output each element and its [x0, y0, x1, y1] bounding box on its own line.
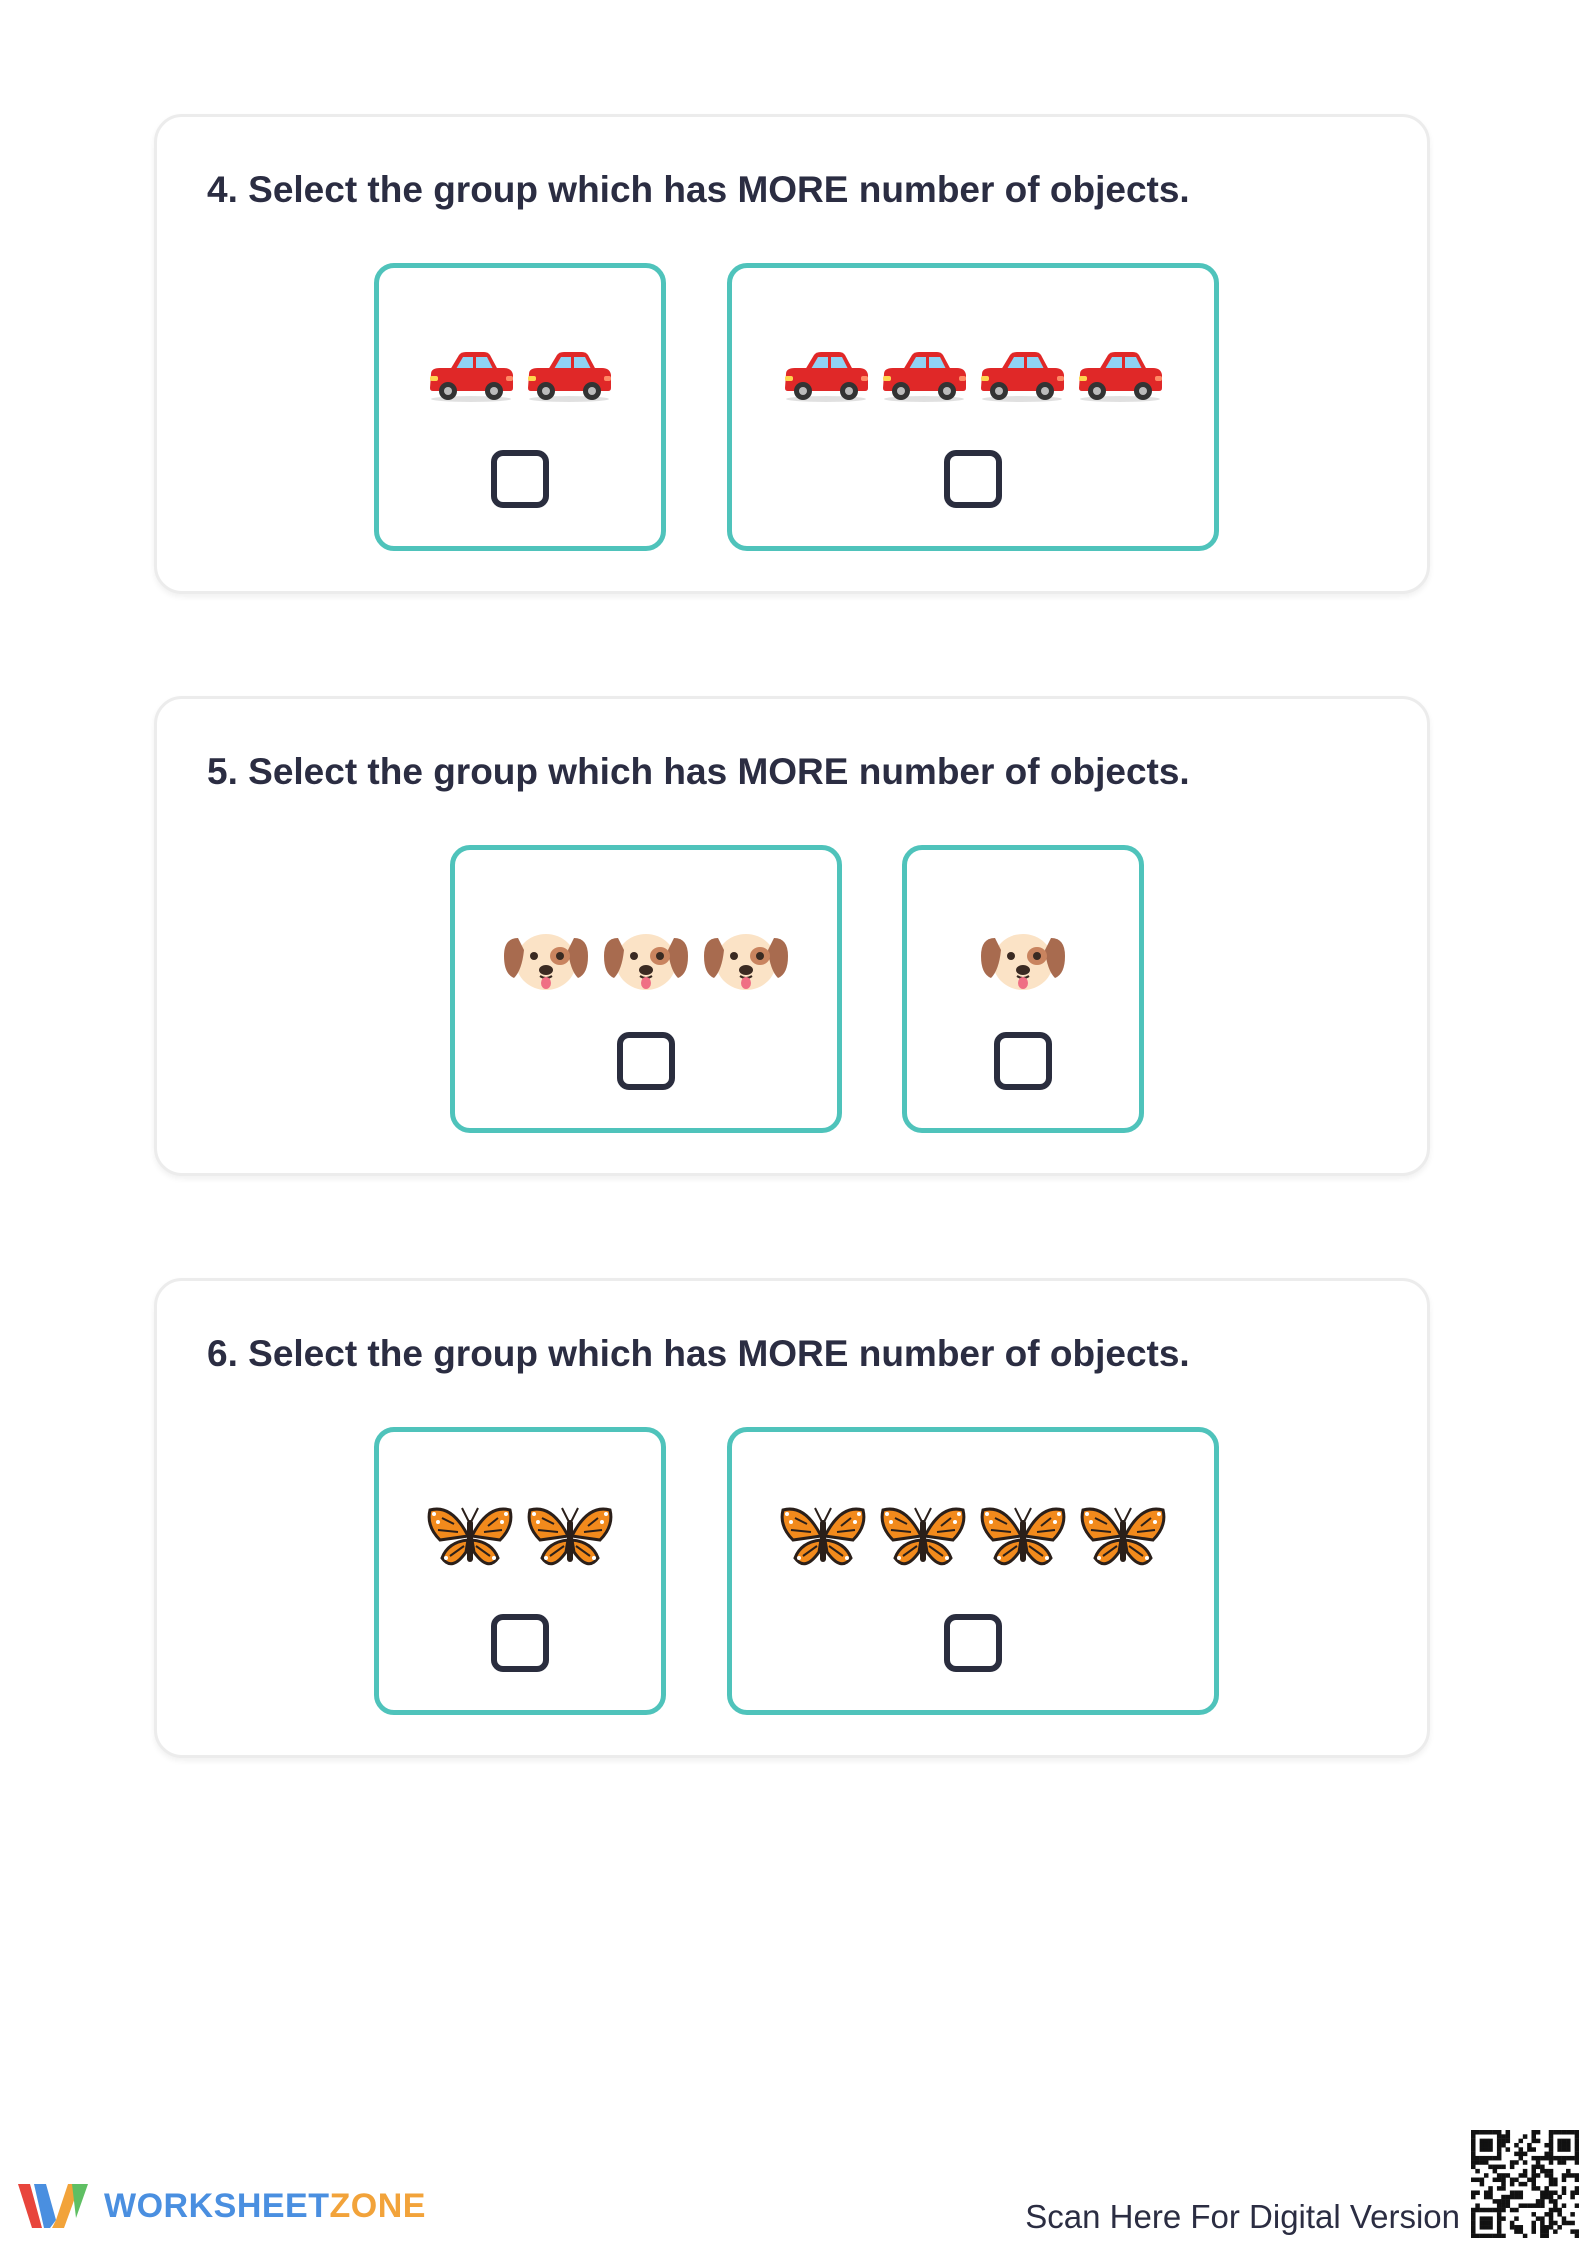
- answer-checkbox[interactable]: [944, 450, 1002, 508]
- car-icon: [524, 344, 614, 404]
- car-icon: [426, 344, 516, 404]
- dog-face-icon: [700, 916, 792, 996]
- car-icon: [879, 344, 969, 404]
- dog-face-icon: [977, 916, 1069, 996]
- question-card-5: [154, 696, 1430, 1176]
- answer-checkbox[interactable]: [994, 1032, 1052, 1090]
- question-text: 5. Select the group which has MORE number of objects.: [207, 751, 1190, 792]
- object-group: [907, 924, 1139, 988]
- w-logo-icon: [16, 2178, 90, 2234]
- car-icon: [781, 344, 871, 404]
- answer-checkbox[interactable]: [491, 450, 549, 508]
- option-box-b[interactable]: [727, 1427, 1219, 1715]
- answer-checkbox[interactable]: [617, 1032, 675, 1090]
- option-box-b[interactable]: [902, 845, 1144, 1133]
- object-group: [455, 924, 837, 988]
- option-box-a[interactable]: [374, 263, 666, 551]
- option-box-a[interactable]: [374, 1427, 666, 1715]
- object-group: [379, 342, 661, 406]
- object-group: [379, 1506, 661, 1570]
- question-card-4: [154, 114, 1430, 594]
- object-group: [732, 1506, 1214, 1570]
- car-icon: [1075, 344, 1165, 404]
- worksheetzone-logo[interactable]: [16, 2178, 426, 2234]
- question-text: 6. Select the group which has MORE number of objects.: [207, 1333, 1190, 1374]
- butterfly-icon: [977, 1500, 1069, 1576]
- scan-instruction: Scan Here For Digital Version: [1025, 2198, 1460, 2235]
- dog-face-icon: [500, 916, 592, 996]
- option-box-a[interactable]: [450, 845, 842, 1133]
- answer-checkbox[interactable]: [944, 1614, 1002, 1672]
- butterfly-icon: [1077, 1500, 1169, 1576]
- dog-face-icon: [600, 916, 692, 996]
- butterfly-icon: [777, 1500, 869, 1576]
- object-group: [732, 342, 1214, 406]
- question-text: 4. Select the group which has MORE number of objects.: [207, 169, 1190, 210]
- question-card-6: [154, 1278, 1430, 1758]
- butterfly-icon: [524, 1500, 616, 1576]
- option-box-b[interactable]: [727, 263, 1219, 551]
- qr-code-icon[interactable]: [1471, 2130, 1579, 2238]
- logo-text: WORKSHEETZONE: [104, 2186, 426, 2225]
- butterfly-icon: [877, 1500, 969, 1576]
- answer-checkbox[interactable]: [491, 1614, 549, 1672]
- car-icon: [977, 344, 1067, 404]
- butterfly-icon: [424, 1500, 516, 1576]
